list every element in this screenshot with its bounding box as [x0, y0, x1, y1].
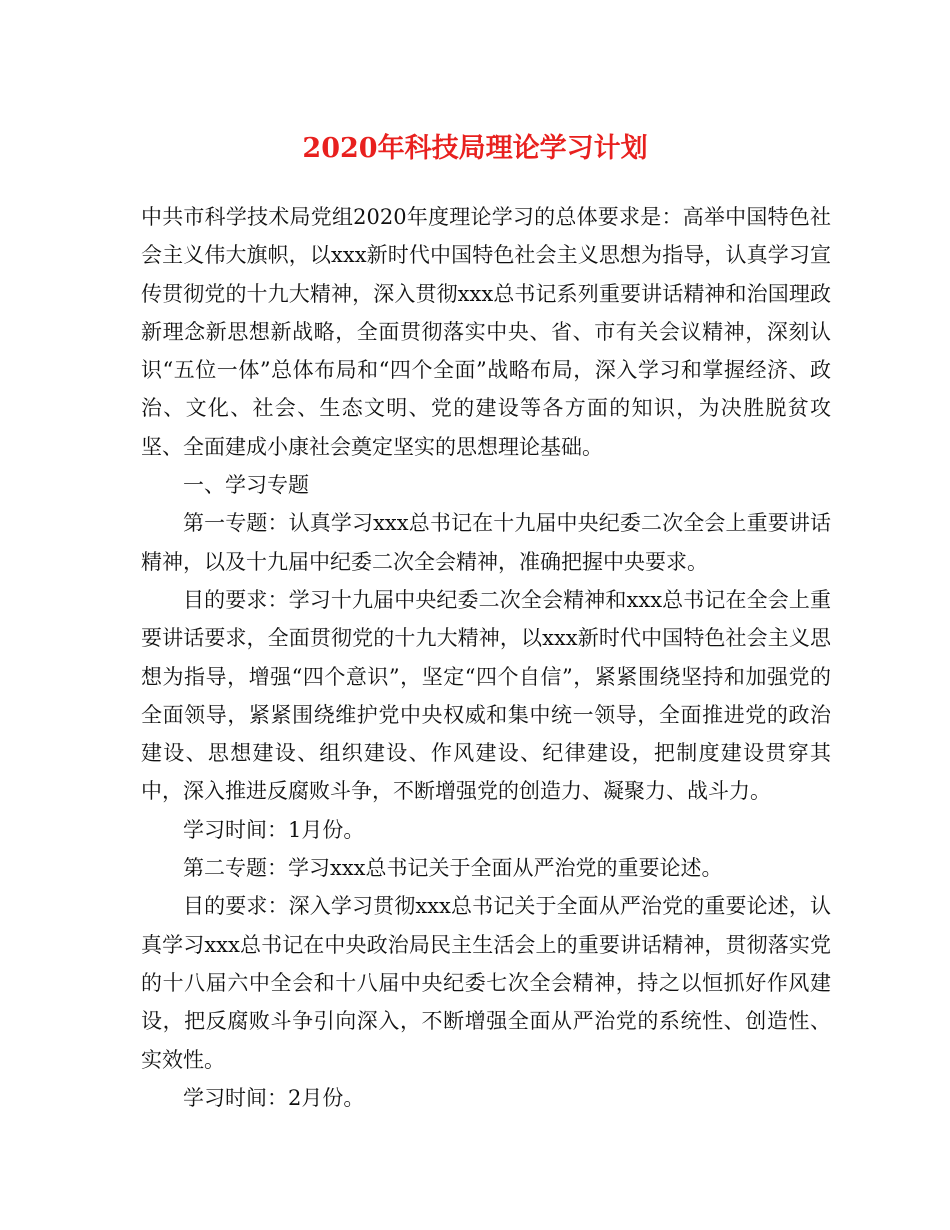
paragraph-topic-two-goals: 目的要求：深入学习贯彻xxx总书记关于全面从严治党的重要论述，认真学习xxx总书记在中央政治局民主生活会上的重要讲话精神，贯彻落实党的十八届六中全会和十八届中央纪委七次全会精神，持之以恒抓好作风建设，把反腐败斗争引向深入，不断增强全面从严治党的系统性、创造性、实效性。	[141, 894, 831, 1072]
paragraph-topic-two: 第二专题：学习xxx总书记关于全面从严治党的重要论述。	[183, 856, 723, 881]
document-body	[141, 198, 831, 1117]
paragraph-topic-one: 第一专题：认真学习xxx总书记在十九届中央纪委二次全会上重要讲话精神，以及十九届中纪委二次全会精神，准确把握中央要求。	[141, 511, 831, 574]
paragraph-topic-two-time: 学习时间：2月份。	[183, 1085, 365, 1110]
document-title: 2020年科技局理论学习计划	[302, 133, 648, 164]
paragraph-topic-one-goals: 目的要求：学习十九届中央纪委二次全会精神和xxx总书记在全会上重要讲话要求，全面贯彻党的十九大精神，以xxx新时代中国特色社会主义思想为指导，增强“四个意识”，坚定“四个自信”，紧紧围绕坚持和加强党的全面领导，紧紧围绕维护党中央权威和集中统一领导，全面推进党的政治建设、思想建设、组织建设、作风建设、纪律建设，把制度建设贯穿其中，深入推进反腐败斗争，不断增强党的创造力、凝聚力、战斗力。	[141, 587, 831, 804]
paragraph-topic-one-time: 学习时间：1月份。	[183, 817, 365, 842]
paragraph-general-requirements: 中共市科学技术局党组2020年度理论学习的总体要求是：高举中国特色社会主义伟大旗帜，以xxx新时代中国特色社会主义思想为指导，认真学习宣传贯彻党的十九大精神，深入贯彻xxx总书记系列重要讲话精神和治国理政新理念新思想新战略，全面贯彻落实中央、省、市有关会议精神，深刻认识“五位一体”总体布局和“四个全面”战略布局，深入学习和掌握经济、政治、文化、社会、生态文明、党的建设等各方面的知识，为决胜脱贫攻坚、全面建成小康社会奠定坚实的思想理论基础。	[141, 205, 831, 459]
section-heading-study-topics: 一、学习专题	[183, 473, 309, 498]
